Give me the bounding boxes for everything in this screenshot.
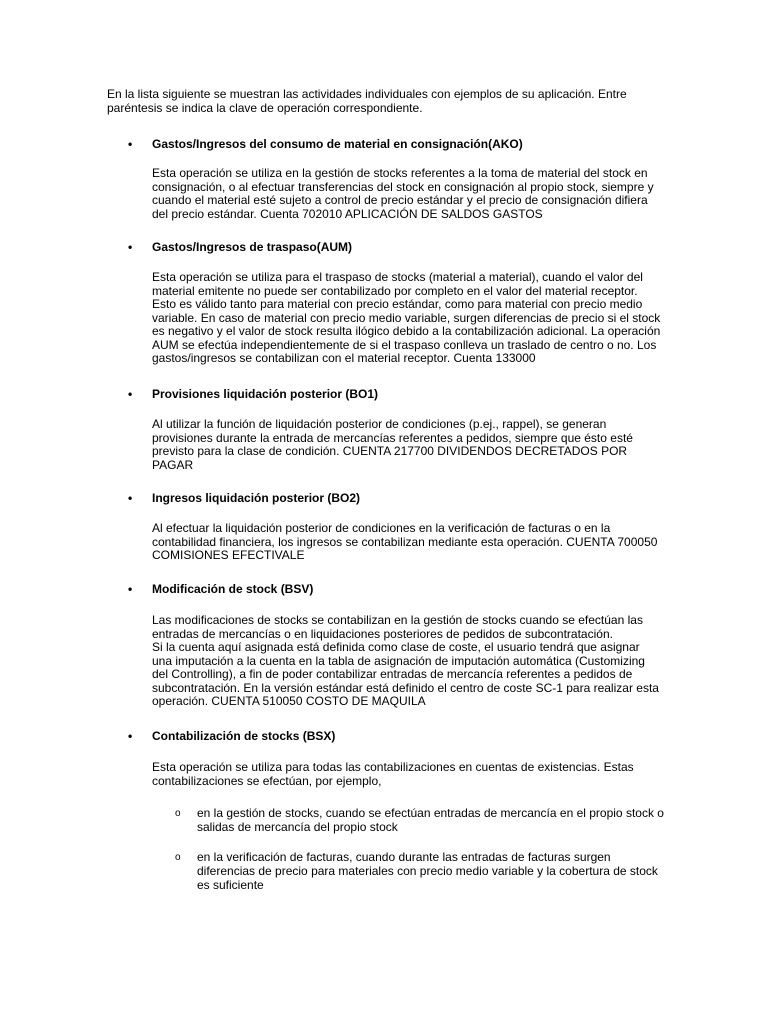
bullet-icon: • bbox=[128, 137, 133, 151]
item-body-text: Esta operación se utiliza en la gestión de stocks referentes a la toma de material del stock en consignación, o al efectuar transferencias del stock en consignación al propio stock, siempre y cuando el material esté sujeto a control de precio estándar y el precio de consignación difiera del precio estándar. Cuenta 702010 APLICACIÓN DE SALDOS GASTOS bbox=[152, 166, 654, 221]
item-body-bo1 bbox=[152, 418, 662, 472]
sub-item-text: en la gestión de stocks, cuando se efectúan entradas de mercancía en el propio stock o salidas de mercancía del propio stock bbox=[197, 806, 664, 834]
item-title-bo2 bbox=[128, 491, 360, 505]
item-title-text: Gastos/Ingresos del consumo de material en consignación(AKO) bbox=[152, 137, 523, 151]
item-title-text: Gastos/Ingresos de traspaso(AUM) bbox=[152, 240, 353, 254]
item-title-bsx bbox=[128, 729, 335, 743]
item-body-text: Esta operación se utiliza para el traspaso de stocks (material a material), cuando el valor del material emitente no puede ser contabilizado por completo en el valor del material receptor. Esto es válido tanto para material con precio estándar, como para material con precio medio variable. En caso de material con precio medio variable, surgen diferencias de precio si el stock es negativo y el valor de stock resulta ilógico debido a la contabilización adicional. La operación AUM se efectúa independientemente de si el traspaso conlleva un traslado de centro o no. Los gastos/ingresos se contabilizan con el material receptor. Cuenta 133000 bbox=[152, 270, 661, 365]
item-body-bo2 bbox=[152, 522, 662, 563]
item-title-bo1 bbox=[128, 387, 378, 401]
bullet-icon: • bbox=[128, 387, 133, 401]
item-title-bsv bbox=[128, 582, 313, 596]
intro-paragraph: En la lista siguiente se muestran las actividades individuales con ejemplos de su aplicación. Entre paréntesis se indica la clave de operación correspondiente. bbox=[107, 87, 627, 115]
item-title-text: Modificación de stock (BSV) bbox=[152, 582, 314, 596]
item-body-bsv bbox=[152, 614, 662, 709]
circle-bullet-icon: o bbox=[175, 808, 181, 819]
bullet-icon: • bbox=[128, 582, 133, 596]
item-body-text: Al efectuar la liquidación posterior de condiciones en la verificación de facturas o en la contabilidad financiera, los ingresos se contabilizan mediante esta operación. CUENTA 700050 COMISIONES EFECTIVALE bbox=[152, 521, 658, 562]
item-body-text: Esta operación se utiliza para todas las contabilizaciones en cuentas de existencias. Estas contabilizaciones se efectúan, por ejemplo, bbox=[152, 760, 634, 788]
item-body-text: Al utilizar la función de liquidación posterior de condiciones (p.ej., rappel), se generan provisiones durante la entrada de mercancías referentes a pedidos, siempre que ésto esté previsto para la clase de condición. CUENTA 217700 DIVIDENDOS DECRETADOS POR PAGAR bbox=[152, 417, 633, 472]
bullet-icon: • bbox=[128, 729, 133, 743]
item-body-ako bbox=[152, 167, 662, 221]
bullet-icon: • bbox=[128, 491, 133, 505]
item-body-aum bbox=[152, 271, 662, 366]
item-title-text: Ingresos liquidación posterior (BO2) bbox=[152, 491, 361, 505]
sub-item-text: en la verificación de facturas, cuando durante las entradas de facturas surgen diferencias de precio para materiales con precio medio variable y la cobertura de stock es suficiente bbox=[197, 850, 658, 892]
item-title-aum bbox=[128, 240, 352, 254]
item-body-text: Las modificaciones de stocks se contabilizan en la gestión de stocks cuando se efectúan las entradas de mercancías o en liquidaciones posteriores de pedidos de subcontratación. bbox=[152, 613, 643, 641]
bullet-icon: • bbox=[128, 240, 133, 254]
item-title-text: Contabilización de stocks (BSX) bbox=[152, 729, 336, 743]
item-title-text: Provisiones liquidación posterior (BO1) bbox=[152, 387, 379, 401]
item-body-bsx bbox=[152, 761, 662, 788]
item-body-text-2: Si la cuenta aquí asignada está definida como clase de coste, el usuario tendrá que asignar una imputación a la cuenta en la tabla de asignación de imputación automática (Customizing del Controlling), a fin de poder contabilizar entradas de mercancía referentes a pedidos de subcontratación. En la versión estándar está definido el centro de coste SC-1 para realizar esta operación. CUENTA 510050 COSTO DE MAQUILA bbox=[152, 640, 659, 708]
item-title-ako bbox=[128, 137, 523, 151]
circle-bullet-icon: o bbox=[175, 852, 181, 863]
